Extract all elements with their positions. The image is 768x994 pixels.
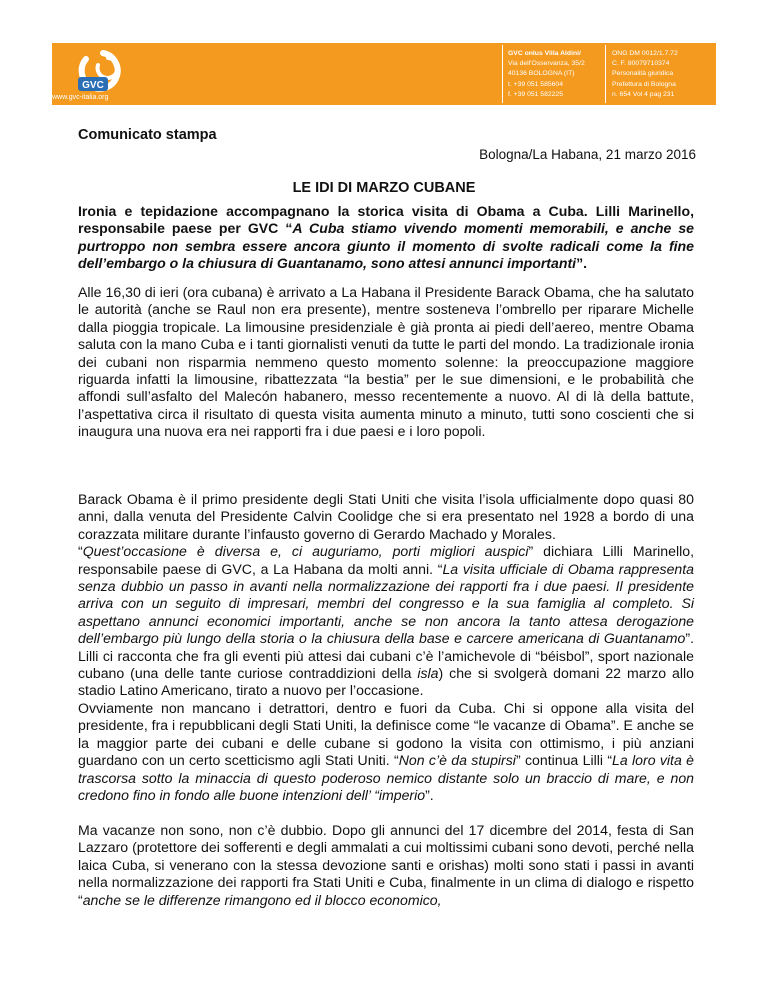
quote-run: Quest’occasione è diversa e, ci auguriamo, porti migliori auspici — [82, 543, 529, 560]
legal-line: Prefettura di Bologna — [612, 80, 676, 88]
body-paragraph-2: Barack Obama è il primo presidente degli Stati Uniti che visita l’isola ufficialmente dopo quasi 80 anni, dalla venuta del Presidente Calvin Coolidge che si era presentato nel 1928 a bordo di una corazzata militare durante l’infausto governo di Gerardo Machado y Morales. “Quest’occasione è diversa e, ci auguriamo, porti migliori auspici” dichiara Lilli Marinello, responsabile paese di GVC, a La Habana da molti anni. “La visita ufficiale di Obama rappresenta senza dubbio un passo in avanti nella normalizzazione dei rapporti fra i due paesi. Il presidente arriva con un seguito di impresari, membri del congresso e la sua famiglia al completo. Si aspettano annunci economici importanti, anche se non ancora la tanto attesa derogazione dell’embargo più lungo della storia o la chiusura della base e carcere americana di Guantanamo”. Lilli ci racconta che fra gli eventi più attesi dai cubani c’è l’amichevole di “béisbol”, sport nazionale cubano (una delle tante curiose contraddizioni della isla) che si svolgerà domani 22 marzo allo stadio Latino Americano, tirato a nuovo per l’occasione. Ovviamente non mancano i detrattori, dentro e fuori da Cuba. Chi si oppone alla visita del presidente, fra i repubblicani degli Stati Uniti, la definisce come “le vacanze di Obama”. E anche se la maggior parte dei cubani e delle cubane si godono la visita con ottimismo, i più anziani guardano con un certo scetticismo agli Stati Uniti. “Non c’è da stupirsi” continua Lilli “La loro vita è trascorsa sotto la minaccia di questo poderoso nemico distante solo un braccio di mare, e non credono fino in fondo alle buone intenzioni dell’ “imperio”. — [78, 491, 694, 803]
text-run: Ovviamente non mancano i detrattori, dentro e fuori da Cuba. Chi si oppone alla visita del presidente, fra i repubblicani degli Stati Uniti, la definisce come “le vacanze di Obama”. E anche se la maggior parte dei cubani e delle cubane si godono la visita con ottimismo, i più anziani guardano con un certo scetticismo agli Stati Uniti. “ — [78, 699, 694, 769]
text-run: ” dichiara Lilli Marinello, responsabile paese di GVC, a La Habana da molti anni. “ — [78, 543, 694, 577]
dateline: Bologna/La Habana, 21 marzo 2016 — [479, 147, 696, 162]
lead-quote: A Cuba stiamo vivendo momenti memorabili, e anche se purtroppo non sembra essere ancora giunto il momento di svolte radicali come la fine dell’embargo o la chiusura di Guantanamo, sono attesi annunci importanti — [78, 220, 695, 272]
address-block — [508, 49, 585, 100]
text-run: ”. — [425, 786, 434, 803]
document-title: LE IDI DI MARZO CUBANE — [292, 180, 476, 196]
lead-end: ”. — [576, 255, 588, 272]
legal-line: Personalità giuridica — [612, 70, 674, 78]
phone-line: t. +39 051 585604 — [508, 80, 563, 88]
quote-run: isla — [417, 665, 439, 682]
gvc-logo — [60, 49, 146, 99]
text-run: ”. Lilli ci racconta che fra gli eventi più attesi dai cubani c’è l’amichevole di “béisbol”, sport nazionale cubano (una delle tante curiose contraddizioni della — [78, 630, 694, 682]
address-line: 40136 BOLOGNA (IT) — [508, 70, 575, 78]
lead-intro: Ironia e tepidazione accompagnano la storica visita di Obama a Cuba. Lilli Marinello, responsabile paese per GVC “ — [78, 203, 694, 237]
lead-paragraph — [78, 203, 694, 273]
text-run: Ma vacanze non sono, non c’è dubbio. Dopo gli annunci del 17 dicembre del 2014, festa di San Lazzaro (protettore dei sofferenti e degli ammalati a cui moltissimi cubani sono devoti, perché nella laica Cuba, si venerano con la stessa devozione santi e orishas) molti sono stati i passi in avanti nella normalizzazione dei rapporti fra Stati Uniti e Cuba, finalmente in un clima di dialogo e rispetto “ — [78, 822, 694, 908]
quote-run: anche se le differenze rimangono ed il blocco economico, — [82, 891, 442, 908]
fax-line: f. +39 051 582225 — [508, 90, 563, 98]
legal-line: C. F. 80079710374 — [612, 60, 670, 68]
address-line: Via dell'Osservanza, 35/2 — [508, 60, 585, 68]
letterhead — [52, 43, 716, 105]
document-label: Comunicato stampa — [78, 127, 217, 143]
text-run: ) che si svolgerà domani 22 marzo allo stadio Latino Americano, tirato a nuovo per l’occasione. — [78, 665, 694, 699]
legal-line: n. 654 Vol 4 pag 231 — [612, 90, 675, 98]
text-run: Barack Obama è il primo presidente degli Stati Uniti che visita l’isola ufficialmente dopo quasi 80 anni, dalla venuta del Presidente Calvin Coolidge che si era presentato nel 1928 a bordo di una corazzata militare durante l’infausto governo di Gerardo Machado y Morales. — [78, 491, 694, 542]
divider — [605, 45, 606, 103]
body-paragraph-1: Alle 16,30 di ieri (ora cubana) è arrivato a La Habana il Presidente Barack Obama, che ha salutato le autorità (anche se Raul non era presente), mentre sosteneva l’ombrello per riparare Michelle dalla pioggia tropicale. La limousine presidenziale è già pronta ai piedi dell’aereo, mentre Obama saluta con la mano Cuba e i tanti giornalisti venuti da tutte le parti del mondo. La tradizionale ironia dei cubani non risparmia nemmeno questo momento solenne: la preoccupazione maggiore riguarda infatti la limousine, ribattezzata “la bestia” per le sue dimensioni, e le probabilità che affondi sull’asfalto del Malecón habanero, messo recentemente a nuovo. Al di là della battute, l’aspettativa circa il risultato di questa visita aumenta minuto a minuto, tutti sono coscienti che si inaugura una nuova era nei rapporti fra i due paesi e i loro popoli. — [78, 284, 694, 440]
body-paragraph-3 — [78, 822, 694, 909]
website-link[interactable]: www.gvc-italia.org — [52, 94, 109, 101]
text-run: ” continua Lilli “ — [515, 752, 613, 769]
gvc-logo-icon — [60, 49, 146, 95]
legal-line: ONG DM 0012/1.7.72 — [612, 50, 678, 57]
legal-block — [612, 49, 678, 100]
quote-run: La visita ufficiale di Obama rappresenta senza dubbio un passo in avanti nella normalizzazione dei rapporti fra i due paesi. Il presidente arriva con un seguito di impresari, membri del congresso e la sua famiglia al completo. Si aspettano annunci economici importanti, anche se non ancora la tanto attesa derogazione dell’embargo più lungo della storia o la chiusura della base e carcere americana di Guantanamo — [78, 560, 694, 647]
quote-run: Non c’è da stupirsi — [398, 752, 516, 769]
logo-text: GVC — [82, 80, 104, 91]
address-line: GVC onlus Villa Aldini/ — [508, 50, 581, 57]
divider — [502, 45, 503, 103]
quote-run: La loro vita è trascorsa sotto la minaccia di questo poderoso nemico distante solo un braccio di mare, e non credono fino in fondo alle buone intenzioni dell’ “imperio — [78, 752, 694, 803]
